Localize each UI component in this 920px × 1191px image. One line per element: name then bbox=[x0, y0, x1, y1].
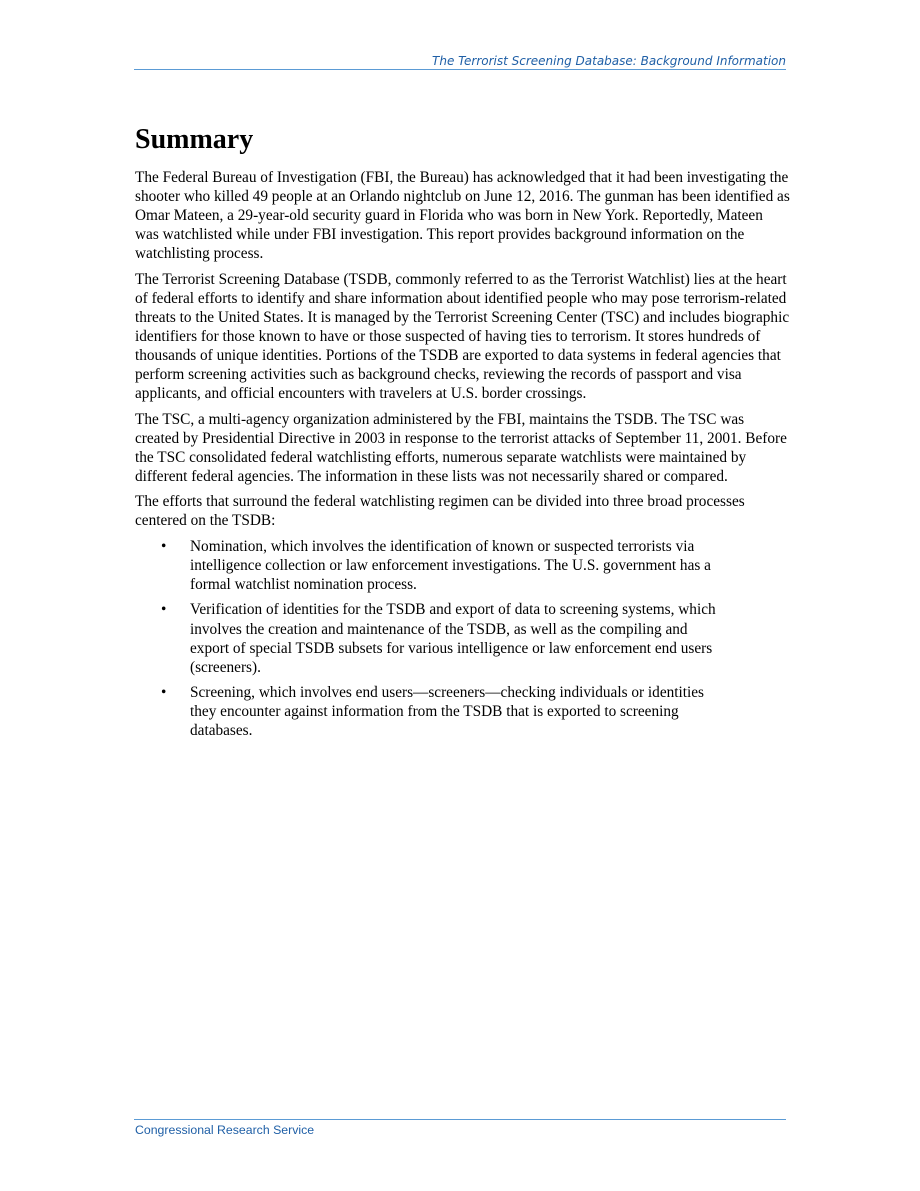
list-item-text: Screening, which involves end users—screeners—checking individuals or identities they encounter against information from the TSDB that is exported to screening databases. bbox=[190, 684, 705, 740]
bullet-icon: • bbox=[161, 537, 167, 555]
list-item bbox=[135, 537, 725, 594]
bullet-icon: • bbox=[161, 601, 167, 619]
paragraph-processes-intro: The efforts that surround the federal watchlisting regimen can be divided into three broad processes centered on the TSDB: bbox=[135, 493, 745, 530]
running-header-title: The Terrorist Screening Database: Background Information bbox=[432, 54, 786, 68]
list-item bbox=[135, 683, 725, 740]
summary-body bbox=[135, 168, 790, 747]
paragraph-orlando-shooting: The Federal Bureau of Investigation (FBI, the Bureau) has acknowledged that it had been investigating the shooter who killed 49 people at an Orlando nightclub on June 12, 2016. The gunman has been identified as Omar Mateen, a 29-year-old security guard in Florida who was born in New York. Reportedly, Mateen was watchlisted while under FBI investigation. This report provides background information on the watchlisting process. bbox=[135, 169, 790, 263]
footer-publisher: Congressional Research Service bbox=[135, 1123, 315, 1137]
process-list bbox=[135, 537, 790, 740]
page-title: Summary bbox=[135, 124, 254, 155]
list-item bbox=[135, 600, 725, 676]
list-item-text: Nomination, which involves the identification of known or suspected terrorists via intelligence collection or law enforcement investigations. The U.S. government has a formal watchlist nomination process. bbox=[190, 537, 711, 593]
bullet-icon: • bbox=[161, 684, 167, 702]
paragraph-tsc-history: The TSC, a multi-agency organization administered by the FBI, maintains the TSDB. The TSC was created by Presidential Directive in 2003 in response to the terrorist attacks of September 11, 2001. Before the TSC consolidated federal watchlisting efforts, numerous separate watchlists were maintained by different federal agencies. The information in these lists was not necessarily shared or compared. bbox=[135, 410, 787, 485]
list-item-text: Verification of identities for the TSDB and export of data to screening systems, which involves the creation and maintenance of the TSDB, as well as the compiling and export of special TSDB subsets for various intelligence or law enforcement end users (screeners). bbox=[190, 601, 716, 676]
paragraph-tsdb-overview: The Terrorist Screening Database (TSDB, commonly referred to as the Terrorist Watchlist) lies at the heart of federal efforts to identify and share information about identified people who may pose terrorism-related threats to the United States. It is managed by the Terrorist Screening Center (TSC) and includes biographic identifiers for those known to have or those suspected of having ties to terrorism. It stores hundreds of thousands of unique identities. Portions of the TSDB are exported to data systems in federal agencies that perform screening activities such as background checks, reviewing the records of passport and visa applicants, and official encounters with travelers at U.S. border crossings. bbox=[135, 270, 790, 403]
header-divider bbox=[134, 69, 786, 70]
footer-divider bbox=[134, 1119, 786, 1120]
